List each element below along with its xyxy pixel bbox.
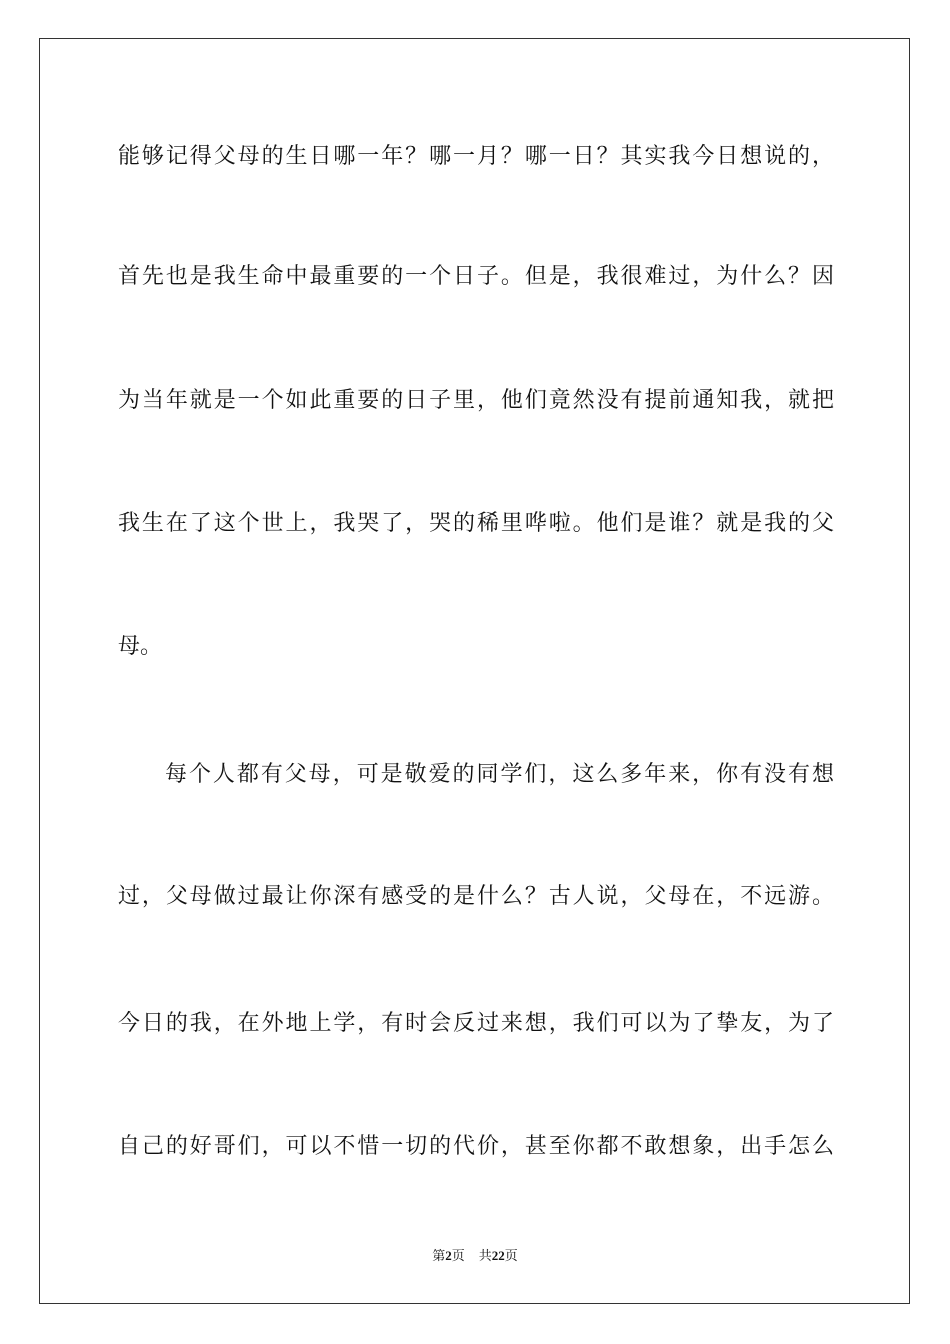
text-line-6: 每个人都有父母，可是敬爱的同学们，这么多年来，你有没有想 xyxy=(165,762,834,787)
text-line-7: 过，父母做过最让你深有感受的是什么？古人说，父母在，不远游。 xyxy=(118,884,834,909)
footer-page-prefix: 第 xyxy=(432,1249,446,1264)
footer-total-suffix: 页 xyxy=(504,1249,518,1264)
text-line-9: 自己的好哥们，可以不惜一切的代价，甚至你都不敢想象，出手怎么 xyxy=(118,1134,834,1159)
page-border xyxy=(39,38,910,1304)
text-line-5: 母。 xyxy=(118,634,163,659)
text-line-4: 我生在了这个世上，我哭了，哭的稀里哗啦。他们是谁？就是我的父 xyxy=(118,511,834,536)
text-line-2: 首先也是我生命中最重要的一个日子。但是，我很难过，为什么？因 xyxy=(118,264,834,289)
text-line-1: 能够记得父母的生日哪一年？哪一月？哪一日？其实我今日想说的， xyxy=(118,144,834,169)
footer-page-number: 2 xyxy=(445,1248,452,1263)
footer-total-prefix: 共 xyxy=(478,1249,492,1264)
footer-total-pages: 22 xyxy=(491,1248,505,1263)
text-line-3: 为当年就是一个如此重要的日子里，他们竟然没有提前通知我，就把 xyxy=(118,388,834,413)
text-line-8: 今日的我，在外地上学，有时会反过来想，我们可以为了挚友，为了 xyxy=(118,1011,834,1036)
page-footer xyxy=(0,1247,950,1266)
footer-page-suffix: 页 xyxy=(451,1249,465,1264)
